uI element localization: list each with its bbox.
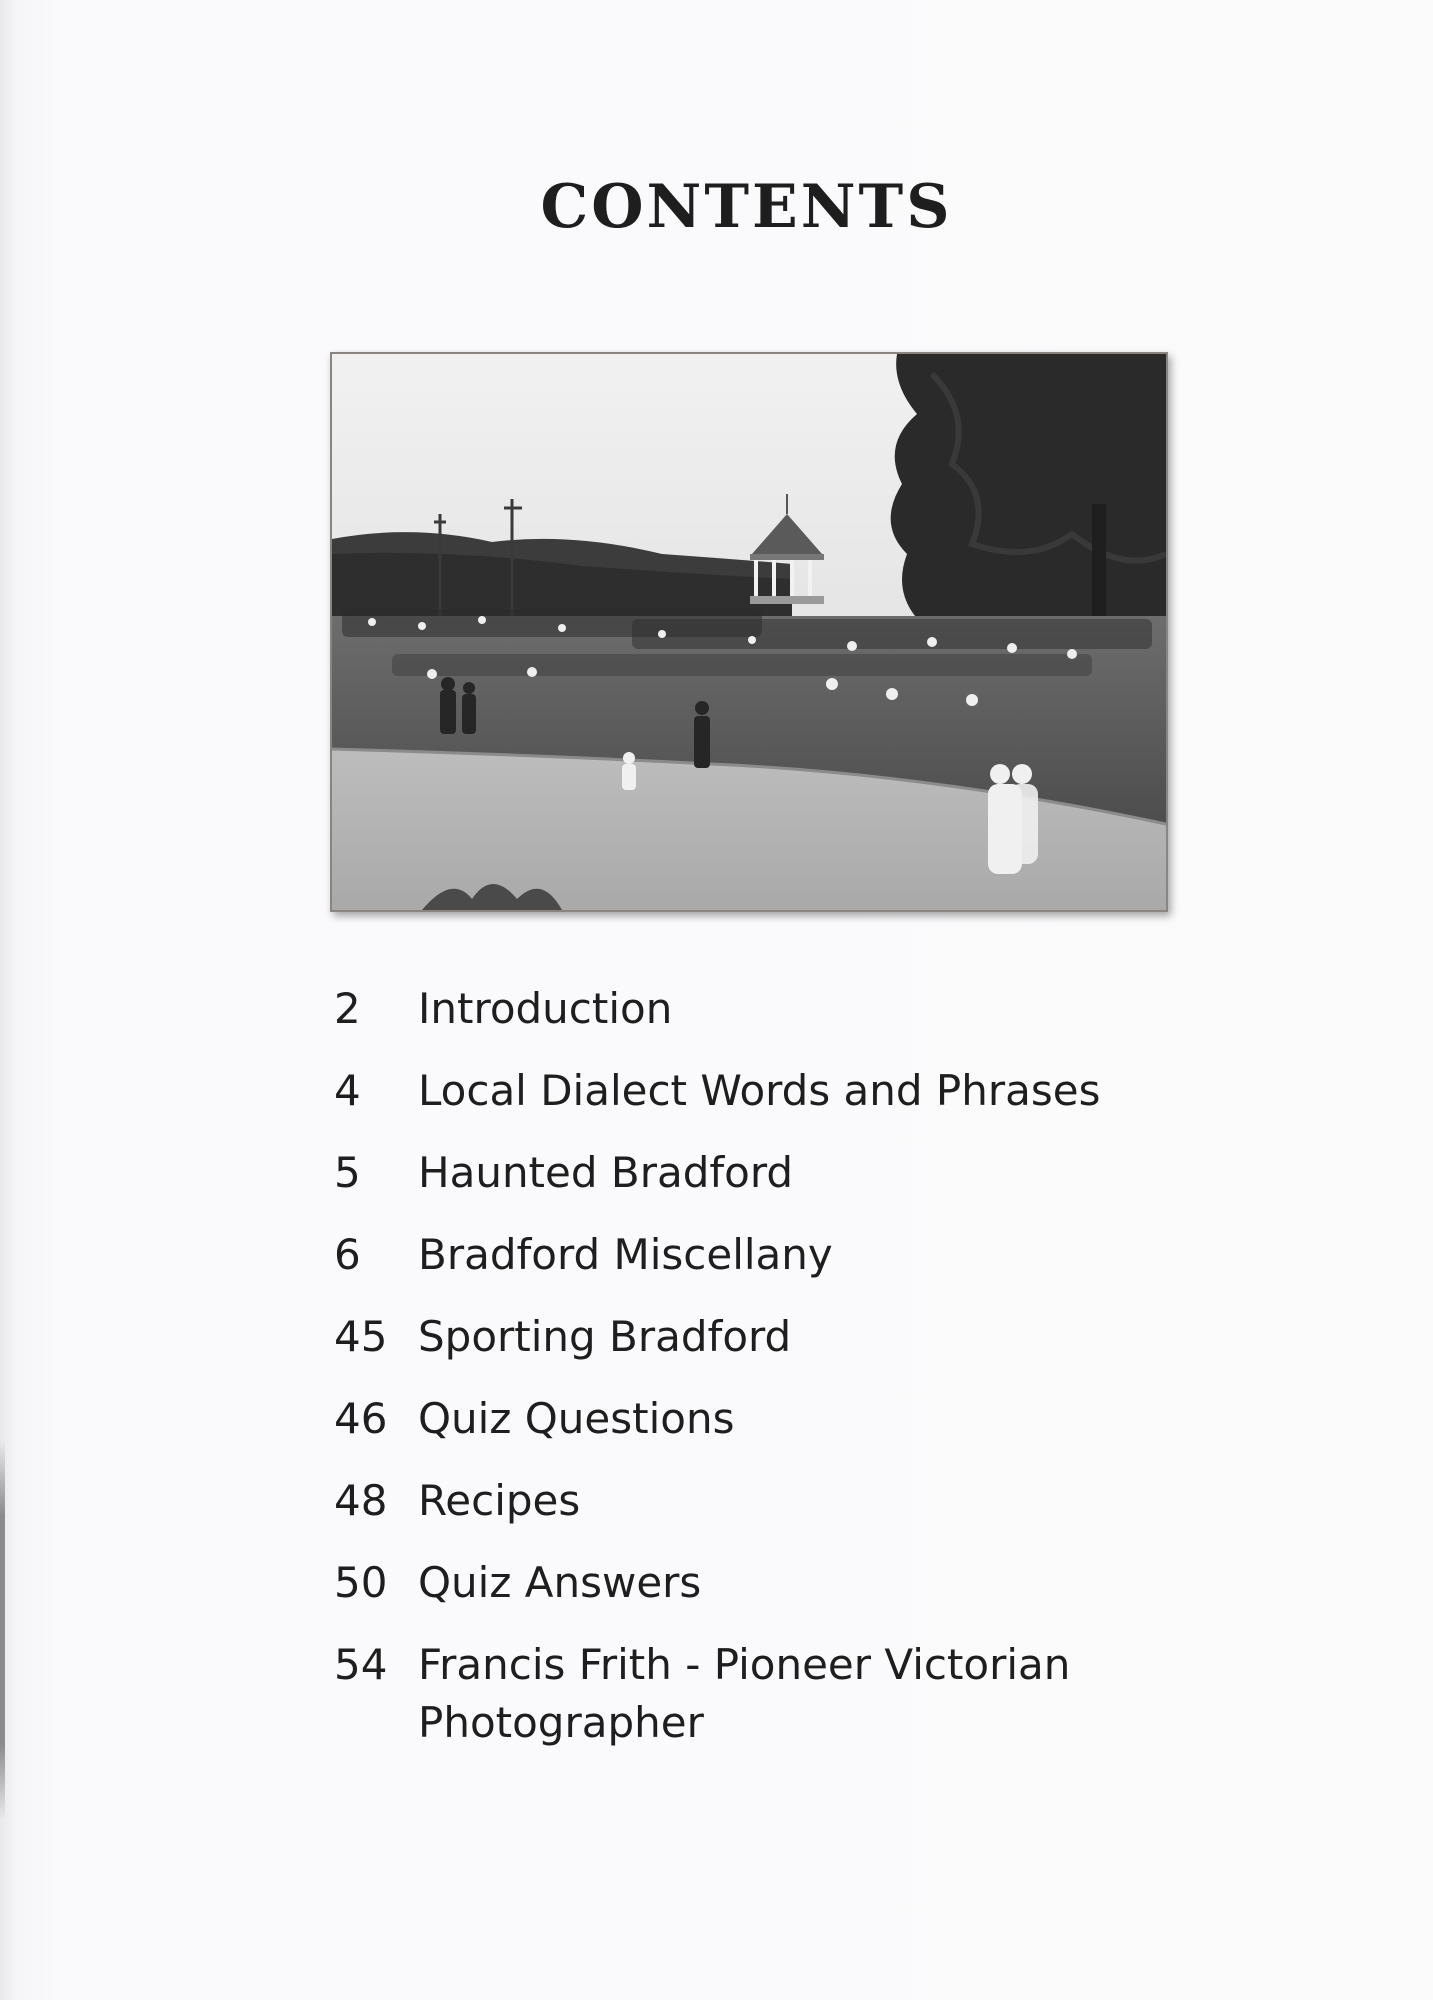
toc-page-number: 46 [334,1394,388,1443]
toc-entry-local-dialect[interactable] [334,1062,1234,1120]
toc-page-number: 45 [334,1312,388,1361]
toc-entry-recipes[interactable] [334,1472,1234,1530]
toc-entry-francis-frith[interactable] [334,1636,1234,1752]
toc-page-number: 5 [334,1148,361,1197]
toc-entry-quiz-questions[interactable] [334,1390,1234,1448]
table-of-contents [334,980,1234,1776]
spine-shadow [0,1440,5,1820]
historic-park-photo [330,352,1168,912]
toc-page-number: 4 [334,1066,361,1115]
toc-title: Quiz Questions [418,1394,735,1443]
toc-title: Francis Frith - Pioneer Victorian Photographer [418,1640,1071,1747]
toc-page-number: 50 [334,1558,388,1607]
toc-title: Sporting Bradford [418,1312,792,1361]
toc-entry-introduction[interactable] [334,980,1234,1038]
toc-page-number: 2 [334,984,361,1033]
toc-title: Introduction [418,984,673,1033]
toc-title: Bradford Miscellany [418,1230,833,1279]
toc-entry-quiz-answers[interactable] [334,1554,1234,1612]
toc-title: Haunted Bradford [418,1148,794,1197]
toc-entry-sporting-bradford[interactable] [334,1308,1234,1366]
toc-title: Recipes [418,1476,581,1525]
toc-page-number: 54 [334,1640,388,1689]
toc-page-number: 48 [334,1476,388,1525]
page-title: CONTENTS [540,172,953,242]
toc-entry-haunted-bradford[interactable] [334,1144,1234,1202]
toc-title: Local Dialect Words and Phrases [418,1066,1101,1115]
park-bandstand-photo [332,354,1166,910]
toc-page-number: 6 [334,1230,361,1279]
toc-title: Quiz Answers [418,1558,702,1607]
toc-entry-bradford-miscellany[interactable] [334,1226,1234,1284]
